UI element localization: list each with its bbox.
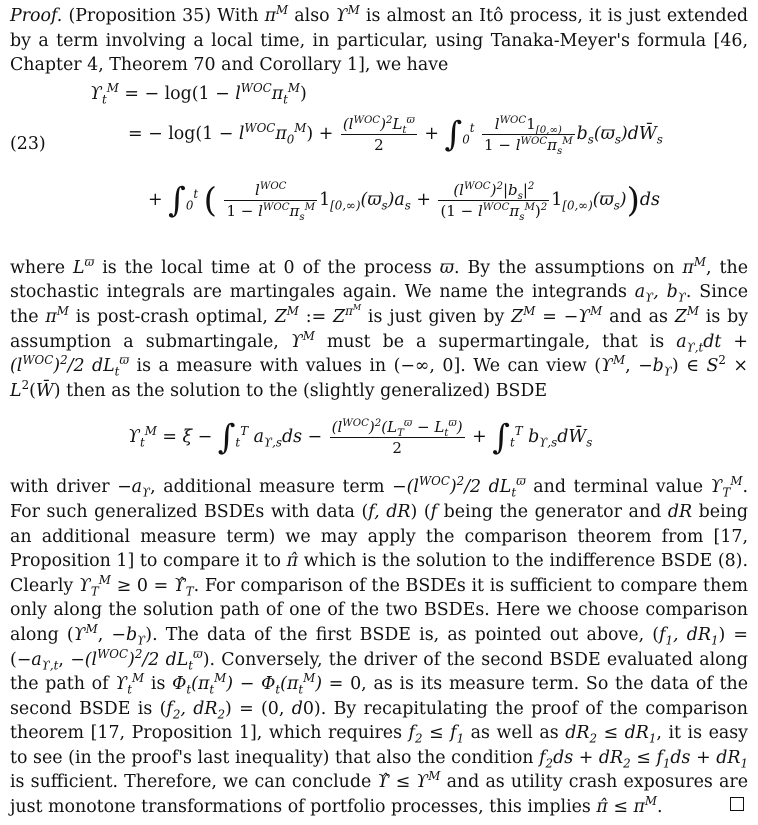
equation-number: (23): [10, 133, 46, 154]
proof-intro: Proof. (Proposition 35) With $\pi^M$ also $ϒ^M$ is almost an Itô process, it is just extended by a term involving a local time, in particular, using Tanaka-Meyer's formula [46, Chapter 4, Theorem 70 and Corollary 1], we have: [10, 3, 748, 76]
equation-23-line2: = − $\log(1 - l^{WOC}\pi_0^M)$ + $\frac{(l^{WOC})^2L_t^ϖ}{2}$ + $\int_0^t$ $\frac{l^{WOC}1_{[0,\infty)}}{1 - l^{WOC}\pi_s^M}$ $b_s(ϖ_s)dW̄_s$: [128, 114, 663, 157]
equation-23-line3: + $\int_0^t$ ( $\frac{l^{WOC}}{1 - l^{WOC}\pi_s^M}$ $1_{[0,\infty)}(ϖ_s)a_s$ + $\frac{(l^{WOC})^2|b_s|^2}{(1 - l^{WOC}\pi_s^M)^2}$ $1_{[0,\infty)}(ϖ_s))ds$: [148, 180, 660, 223]
paragraph-comparison: with driver $-a_ϒ$, additional measure term $-(l^{WOC})^2/2$ $dL_t^ϖ$ and terminal value $ϒ_T^M$. For such generalized BSDEs with data (f, dR) (f being the generator and dR being an additional measure term) we may apply the comparison theorem from [17, Proposition 1] to compare it to π̂ which is the solution to the indifference BSDE (8). Clearly $ϒ_T^M \ge 0$ = $ϒ̂_T$. For comparison of the BSDEs it is sufficient to compare them only along the solution path of one of the two BSDEs. Here we choose comparison along ($ϒ^M$, $-b_ϒ$). The data of the first BSDE is, as pointed out above, ($f_1$, $dR_1) = (-a_{ϒ,t}$, $-(l^{WOC})^2/2$ $dL_t^ϖ$). Conversely, the driver of the second BSDE evaluated along the path of $ϒ_t^M$ is $\Phi_t(\pi_t^M) - \Phi_t(\pi_t^M) = 0$, as is its measure term. So the data of the second BSDE is ($f_2$, $dR_2) = (0$, d0). By recapitulating the proof of the comparison theorem [17, Proposition 1], which requires $f_2 \le f_1$ as well as $dR_2 \le dR_1$, it is easy to see (in the proof's last inequality) that also the condition $f_2ds + dR_2 \le f_1ds + dR_1$ is sufficient. Therefore, we can conclude ϒ̂ ≤ $ϒ^M$ and as utility crash exposures are just monotone transformations of portfolio processes, this implies π̂ ≤ $\pi^M$.: [10, 474, 749, 818]
equation-23-line1: $ϒ_t^M$ = − $\log(1 - l^{WOC}\pi_t^M)$: [90, 80, 307, 107]
bsde-equation-line: $ϒ_t^M = \xi - \int_t^T$ $a_{ϒ,s}ds$ − $\frac{(l^{WOC})^2(L_T^ϖ - L_t^ϖ)}{2}$ + $\int_t^T$ $b_{ϒ,s}dW̄_s$: [128, 417, 593, 458]
paragraph-local-time: where $L^ϖ$ is the local time at 0 of the process ϖ. By the assumptions on $\pi^M$, the stochastic integrals are martingales again. We name the integrands $a_ϒ$, $b_ϒ$. Since the $\pi^M$ is post-crash optimal, $Z^M$ := $Z^{\pi^M}$ is just given by $Z^M = -ϒ^M$ and as $Z^M$ is by assumption a submartingale, $ϒ^M$ must be a supermartingale, that is $a_{ϒ,t}dt + (l^{WOC})^2/2$ $dL_t^ϖ$ is a measure with values in (−∞, 0]. We can view ($ϒ^M$, $-b_ϒ$) ∈ $S^2$ × $L^2(W̄)$ then as the solution to the (slightly generalized) BSDE: [10, 254, 749, 401]
qed-box-icon: [730, 797, 744, 811]
proof-label: Proof.: [10, 6, 63, 26]
equation-23: [10, 80, 748, 266]
bsde-equation: [10, 403, 748, 475]
